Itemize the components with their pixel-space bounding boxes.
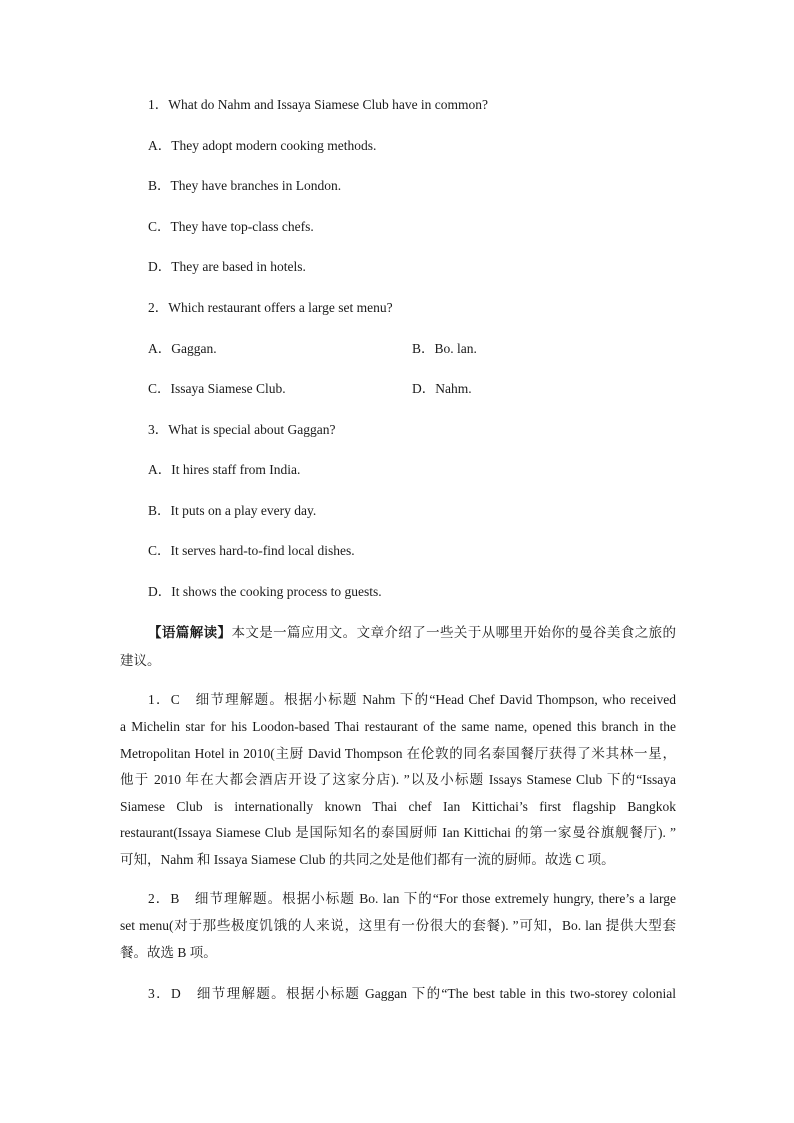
question-1-option-a: A．They adopt modern cooking methods. <box>148 138 377 153</box>
question-2-option-c: C．Issaya Siamese Club. <box>148 381 286 396</box>
answer-2-line: set menu(对于那些极度饥饿的人来说，这里有一份很大的套餐). ”可知，Bo. lan 提供大型套 <box>120 918 676 933</box>
question-1-stem: 1．What do Nahm and Issaya Siamese Club have in common? <box>148 97 489 112</box>
question-3-option-b: B．It puts on a play every day. <box>148 503 317 518</box>
answer-2-line: 餐。故选 B 项。 <box>120 945 217 960</box>
answer-1-line: Siamese Club is internationally known Thai chef Ian Kittichai’s first flagship Bangkok <box>120 799 676 814</box>
question-3-stem: 3．What is special about Gaggan? <box>148 422 336 437</box>
answer-1-line: 1．C 细节理解题。根据小标题 Nahm 下的“Head Chef David Thompson, who received <box>148 692 676 707</box>
answer-1-line: Metropolitan Hotel in 2010(主厨 David Thompson 在伦敦的同名泰国餐厅获得了米其林一星， <box>120 746 676 761</box>
question-2-option-a: A．Gaggan. <box>148 341 217 356</box>
answer-1-line: 他于 2010 年在大都会酒店开设了这家分店). ”以及小标题 Issays Stamese Club 下的“Issaya <box>120 772 676 787</box>
question-3-option-a: A．It hires staff from India. <box>148 462 301 477</box>
question-3-option-d: D．It shows the cooking process to guests. <box>148 584 382 599</box>
question-1-option-b: B．They have branches in London. <box>148 178 342 193</box>
question-1-option-d: D．They are based in hotels. <box>148 259 306 274</box>
question-2-option-d: D．Nahm. <box>412 381 472 396</box>
analysis-intro <box>148 624 676 642</box>
answer-1-line: a Michelin star for his Loodon-based Thai restaurant of the same name, opened this branch in the <box>120 719 676 734</box>
analysis-heading: 【语篇解读】 <box>148 625 232 640</box>
answer-3-line: 3．D 细节理解题。根据小标题 Gaggan 下的“The best table in this two-storey colonial <box>148 986 676 1001</box>
question-3-option-c: C．It serves hard-to-find local dishes. <box>148 543 355 558</box>
question-1-option-c: C．They have top-class chefs. <box>148 219 314 234</box>
analysis-intro-line-2: 建议。 <box>120 653 161 668</box>
answer-1-line: 可知，Nahm 和 Issaya Siamese Club 的共同之处是他们都有一流的厨师。故选 C 项。 <box>120 852 615 867</box>
question-2-option-b: B．Bo. lan. <box>412 341 477 356</box>
answer-2-line: 2．B 细节理解题。根据小标题 Bo. lan 下的“For those extremely hungry, there’s a large <box>148 891 676 906</box>
question-2-stem: 2．Which restaurant offers a large set menu? <box>148 300 393 315</box>
analysis-intro-text: 本文是一篇应用文。文章介绍了一些关于从哪里开始你的曼谷美食之旅的 <box>231 625 677 640</box>
answer-1-line: restaurant(Issaya Siamese Club 是国际知名的泰国厨师 Ian Kittichai 的第一家曼谷旗舰餐厅). ” <box>120 825 676 840</box>
